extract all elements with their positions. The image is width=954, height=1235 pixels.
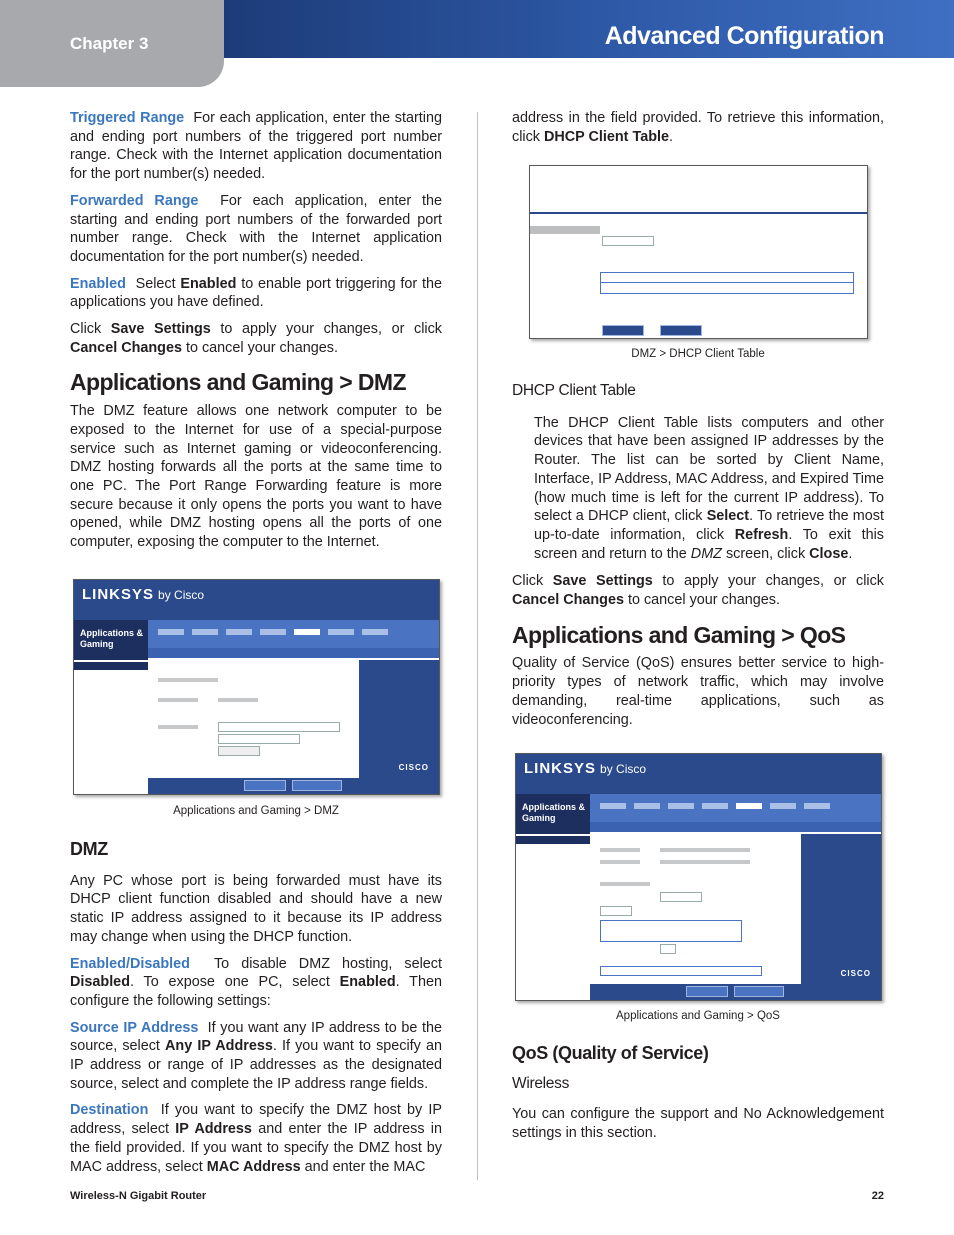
- text: If you want any IP address to be the source, select: [70, 1019, 442, 1055]
- text: screen, click: [725, 545, 806, 562]
- page-title: Advanced Configuration: [604, 22, 884, 50]
- cisco-logo: CISCO: [840, 969, 871, 978]
- tab-active: [736, 803, 762, 809]
- field-label: [158, 725, 198, 729]
- text: to apply your changes, or click: [220, 321, 442, 338]
- text: to enable port triggering for the applications you have defined.: [70, 275, 443, 311]
- text-bold: Save Settings: [552, 573, 653, 590]
- ip-range-box: [218, 722, 340, 732]
- text-bold: Refresh: [734, 526, 789, 543]
- option-row: [660, 860, 750, 864]
- heading-dhcp-client-table: DHCP Client Table: [512, 382, 636, 399]
- tab: [600, 803, 626, 809]
- caption-fig3: Applications and Gaming > QoS: [616, 1010, 780, 1022]
- form-body: [590, 834, 799, 1000]
- right-column-lower: [512, 1044, 884, 1151]
- label-triggered-range: Triggered Range: [70, 110, 185, 126]
- left-panel: [516, 834, 593, 1000]
- right-column-middle: [512, 382, 884, 737]
- text: address in the field provided. To retrieve this information, click: [512, 110, 884, 145]
- table-header-row: [601, 273, 853, 283]
- linksys-header: [516, 754, 881, 794]
- text: . To exit this screen and return to the: [534, 526, 885, 562]
- field-value: [218, 698, 258, 702]
- text-bold: Enabled: [339, 974, 396, 991]
- linksys-logo: [82, 586, 204, 603]
- option-row: [660, 848, 750, 852]
- field-label: [600, 848, 640, 852]
- sort-by-select: [602, 236, 654, 246]
- text-bold: Select: [706, 508, 750, 525]
- text: to cancel your changes.: [185, 339, 338, 356]
- left-column: [70, 109, 442, 560]
- brand-suffix: by Cisco: [600, 762, 647, 776]
- para-forwarded-range: [70, 192, 442, 267]
- cancel-changes-button: [734, 986, 784, 997]
- label-enabled-disabled: Enabled/Disabled: [70, 955, 190, 972]
- tab: [328, 629, 354, 635]
- text-bold: Cancel Changes: [512, 592, 624, 609]
- left-column-lower: [70, 840, 442, 1184]
- label-enabled: Enabled: [70, 275, 126, 292]
- text-bold: Close: [809, 545, 849, 562]
- section-label: Applications & Gaming: [516, 794, 590, 834]
- field-label: [600, 860, 640, 864]
- para-dmz: Any PC whose port is being forwarded must have its DHCP client function disabled and should have a new static IP address assigned to it because its IP address may change when using the DHCP function.: [70, 872, 442, 945]
- clone-box: [218, 746, 260, 756]
- priority-table: [600, 920, 742, 942]
- text: For each application, enter the starting and ending port numbers of the forwarded port number range. Check with the Internet application documentation for the port number(s) needed.: [70, 192, 442, 265]
- section-label: Applications & Gaming: [74, 620, 148, 660]
- caption-fig2: DMZ > DHCP Client Table: [631, 348, 765, 360]
- sub-tabs: [148, 648, 439, 658]
- para-enabled: [70, 275, 442, 312]
- text: to cancel your changes.: [627, 592, 780, 609]
- header-band: [224, 0, 954, 58]
- tab: [362, 629, 388, 635]
- text: . To expose one PC, select: [129, 974, 330, 991]
- text: . To retrieve the most up-to-date information, click: [534, 508, 884, 543]
- heading-dmz-section: Applications and Gaming > DMZ: [70, 369, 406, 396]
- label-destination: Destination: [70, 1102, 149, 1119]
- para-save-right: [512, 572, 884, 609]
- para-dhcp: [534, 414, 884, 564]
- text-bold: IP Address: [175, 1121, 252, 1138]
- option-row: [600, 882, 650, 886]
- para-continued: [512, 109, 884, 146]
- summary-table: [600, 966, 762, 976]
- tab: [668, 803, 694, 809]
- brand-suffix: by Cisco: [158, 588, 205, 602]
- heading-qos-section: Applications and Gaming > QoS: [512, 621, 846, 648]
- tab: [634, 803, 660, 809]
- heading-wireless: Wireless: [512, 1074, 570, 1092]
- figure-dmz-screenshot: [73, 579, 440, 795]
- label-forwarded-range: Forwarded Range: [70, 192, 199, 209]
- chapter-tab: [0, 0, 224, 87]
- cancel-changes-button: [292, 780, 342, 791]
- text: to apply your changes, or click: [662, 573, 884, 590]
- tab: [770, 803, 796, 809]
- para-wireless: You can configure the support and No Acknowledgement settings in this section.: [512, 1106, 884, 1142]
- text: . If you want to specify an IP address or range of IP addresses as the designated source, select and complete the IP address range fields.: [70, 1038, 442, 1092]
- tab-active: [294, 629, 320, 635]
- help-panel: [359, 660, 439, 794]
- form-body: [148, 660, 357, 794]
- text: For each application, enter the starting and ending port numbers of the triggered port number range. Check with the Internet application documentation for the port number(s) needed.: [70, 110, 442, 183]
- para-destination: [70, 1101, 442, 1176]
- text: and enter the IP address in the field provided. If you want to specify the DMZ host by MAC address, select: [70, 1121, 442, 1175]
- right-column: [512, 109, 884, 154]
- option-row: [158, 678, 218, 682]
- text: Select: [135, 275, 176, 292]
- dhcp-title-bar: [530, 226, 600, 234]
- bandwidth-select: [660, 892, 702, 902]
- panel-title-bar: [74, 662, 148, 670]
- para-enabled-disabled: [70, 955, 442, 1011]
- tab: [702, 803, 728, 809]
- panel-title-bar: [516, 836, 590, 844]
- para-triggered-range: [70, 109, 442, 184]
- brand: LINKSYS: [82, 586, 155, 603]
- category-select: [600, 906, 632, 916]
- heading-qos: QoS (Quality of Service): [512, 1043, 709, 1063]
- text: and enter the MAC: [304, 1158, 426, 1175]
- chapter-label: Chapter 3: [70, 34, 149, 53]
- tab: [192, 629, 218, 635]
- linksys-header: [74, 580, 439, 620]
- text: If you want to specify the DMZ host by IP address, select: [70, 1102, 443, 1138]
- text-bold: DHCP Client Table: [543, 128, 669, 145]
- tab: [260, 629, 286, 635]
- footer-product: Wireless-N Gigabit Router: [70, 1190, 207, 1202]
- column-divider: [477, 112, 478, 1180]
- button-bar: [148, 778, 439, 794]
- tab: [158, 629, 184, 635]
- close-button: [660, 325, 702, 336]
- para-dmz-intro: The DMZ feature allows one network computer to be exposed to the Internet for use of a special-purpose service such as Internet gaming or videoconferencing. DMZ hosting forwards all the ports at the same time to one PC. The Port Range Forwarding feature is more secure because it only opens the ports you want to have opened, while DMZ hosting opens all the ports of one computer, exposing the computer to the Internet.: [70, 403, 442, 551]
- text-italic: DMZ: [690, 545, 722, 562]
- button-bar: [590, 984, 881, 1000]
- text-bold: Any IP Address: [165, 1038, 273, 1055]
- text: .: [848, 545, 853, 562]
- footer-page-number: 22: [871, 1190, 884, 1202]
- para-save: [70, 320, 442, 357]
- save-settings-button: [244, 780, 286, 791]
- text: To disable DMZ hosting, select: [213, 955, 442, 972]
- add-button: [660, 944, 676, 954]
- text: The DHCP Client Table lists computers and other devices that have been assigned IP addresses by the Router. The list can be sorted by Client Name, Interface, IP Address, MAC Address, and Expired Time (how much time is left for the current IP address). To select a DHCP client, click: [534, 414, 884, 525]
- para-qos-intro: Quality of Service (QoS) ensures better service to high-priority types of network traffic, which may involve demanding, real-time applications, such as videoconferencing.: [512, 655, 884, 728]
- mac-box: [218, 734, 300, 744]
- text: Click: [70, 321, 102, 338]
- text-bold: MAC Address: [206, 1158, 301, 1175]
- brand: LINKSYS: [524, 760, 597, 777]
- figure-qos-screenshot: [515, 753, 882, 1001]
- caption-fig1: Applications and Gaming > DMZ: [173, 805, 339, 817]
- text-bold: Cancel Changes: [70, 339, 182, 356]
- refresh-button: [602, 325, 644, 336]
- field-label: [158, 698, 198, 702]
- tab: [226, 629, 252, 635]
- text: . Then configure the following settings:: [70, 974, 442, 1009]
- heading-dmz: DMZ: [70, 839, 108, 859]
- nav-tabs: [590, 794, 881, 822]
- figure-dhcp-table-screenshot: [529, 165, 868, 339]
- text-bold: Enabled: [180, 275, 237, 292]
- text: .: [669, 128, 673, 145]
- left-panel: [74, 660, 151, 794]
- linksys-logo: [524, 760, 646, 777]
- label-source-ip: Source IP Address: [70, 1019, 199, 1036]
- cisco-logo: CISCO: [398, 763, 429, 772]
- dhcp-table: [600, 272, 854, 294]
- nav-tabs: [148, 620, 439, 648]
- save-settings-button: [686, 986, 728, 997]
- para-source-ip: [70, 1019, 442, 1094]
- text-bold: Disabled: [70, 974, 130, 991]
- tab: [804, 803, 830, 809]
- text-bold: Save Settings: [110, 321, 211, 338]
- sub-tabs: [590, 822, 881, 832]
- dhcp-header: [530, 166, 867, 214]
- text: Click: [512, 573, 544, 590]
